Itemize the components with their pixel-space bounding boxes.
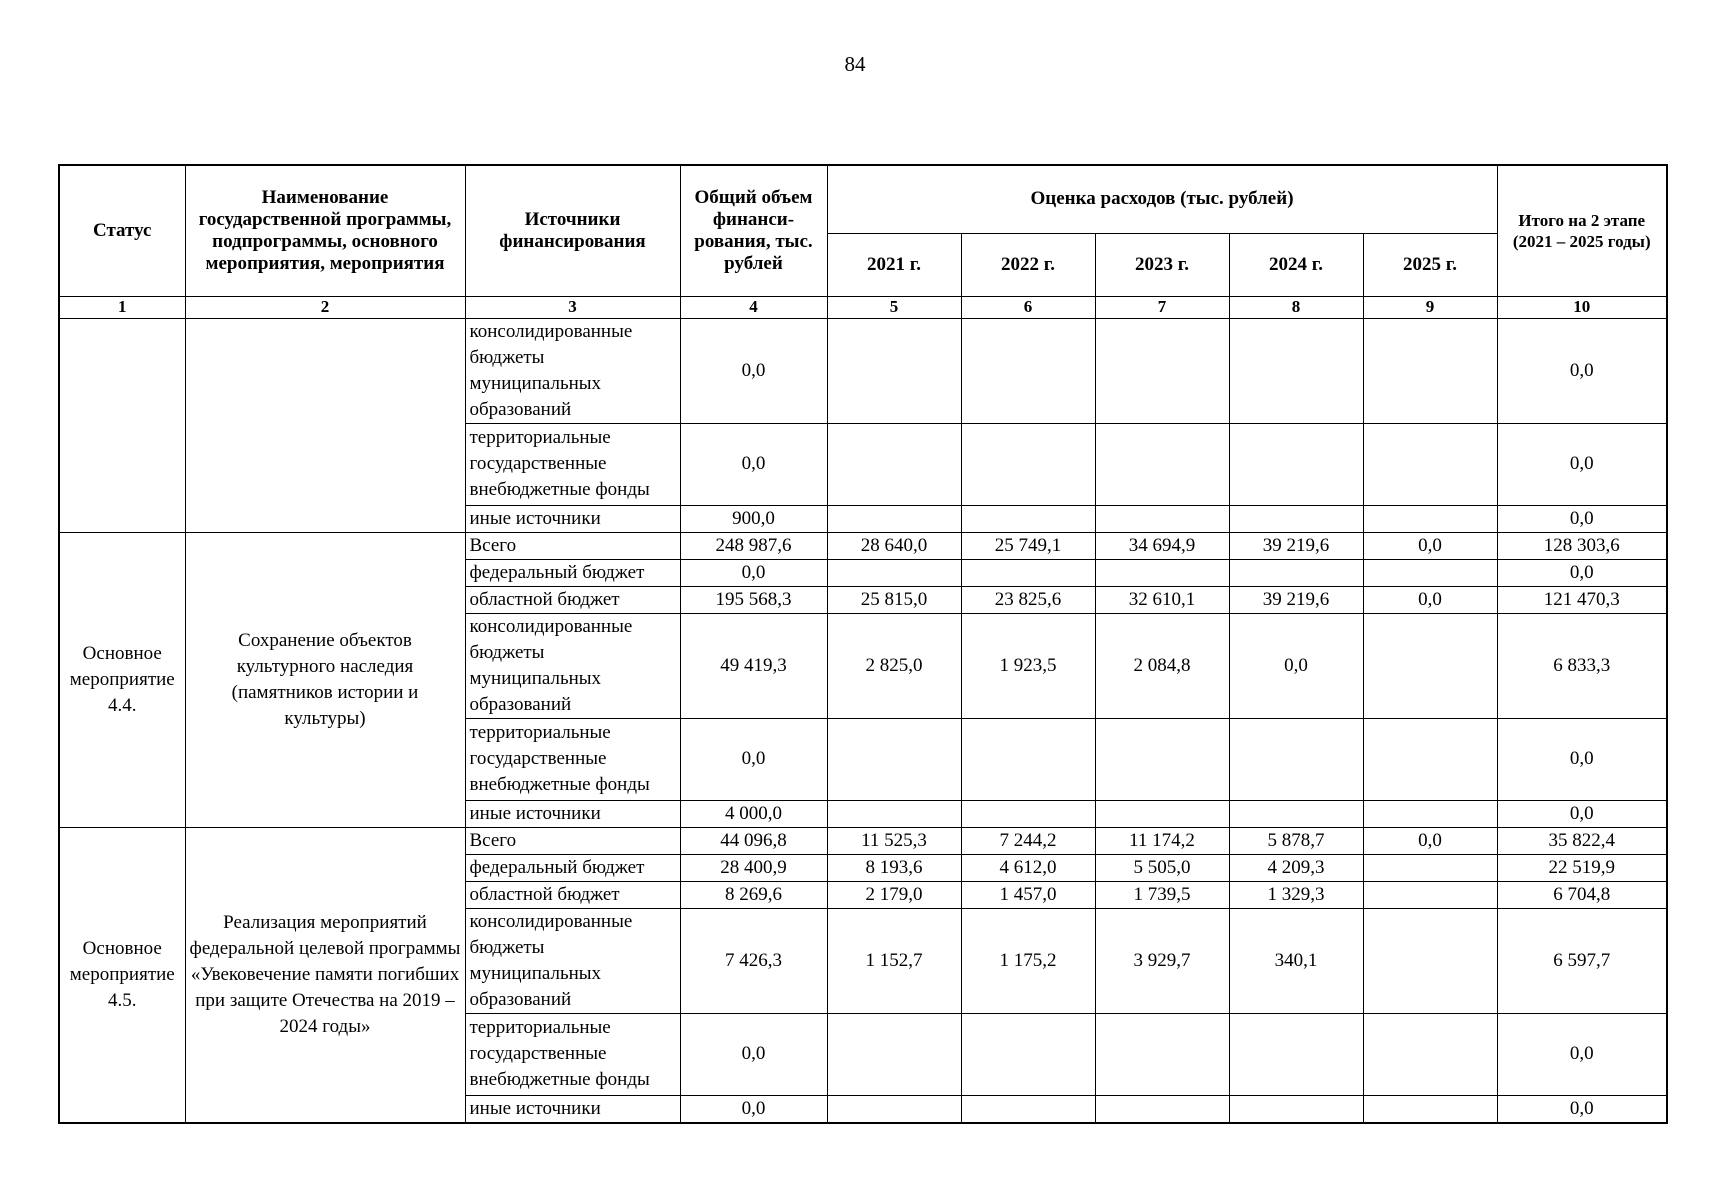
amount-cell — [827, 1013, 961, 1095]
amount-cell: 11 525,3 — [827, 827, 961, 854]
header-name: Наименование государственной программы, подпрограммы, основного мероприятия, мероприятия — [185, 165, 465, 296]
amount-cell — [1095, 318, 1229, 423]
amount-cell — [961, 505, 1095, 532]
amount-cell — [961, 718, 1095, 800]
amount-cell — [827, 423, 961, 505]
amount-cell: 121 470,3 — [1497, 586, 1667, 613]
amount-cell: 1 923,5 — [961, 613, 1095, 718]
amount-cell — [1229, 1013, 1363, 1095]
amount-cell: 128 303,6 — [1497, 532, 1667, 559]
amount-cell: 4 000,0 — [680, 800, 827, 827]
funding-source-cell: территориальные государственные внебюджетные фонды — [465, 423, 680, 505]
header-sources: Источники финансирования — [465, 165, 680, 296]
amount-cell: 7 244,2 — [961, 827, 1095, 854]
amount-cell: 3 929,7 — [1095, 908, 1229, 1013]
amount-cell — [827, 800, 961, 827]
event-name-cell: Сохранение объектов культурного наследия (памятников истории и культуры) — [185, 532, 465, 827]
status-cell: Основное мероприятие 4.5. — [59, 827, 185, 1123]
funding-source-cell: Всего — [465, 532, 680, 559]
amount-cell: 6 597,7 — [1497, 908, 1667, 1013]
funding-source-cell: федеральный бюджет — [465, 854, 680, 881]
amount-cell: 8 193,6 — [827, 854, 961, 881]
amount-cell — [961, 1095, 1095, 1123]
amount-cell — [1095, 718, 1229, 800]
amount-cell: 340,1 — [1229, 908, 1363, 1013]
amount-cell — [1229, 800, 1363, 827]
column-number: 7 — [1095, 296, 1229, 318]
amount-cell: 1 457,0 — [961, 881, 1095, 908]
amount-cell: 0,0 — [1497, 800, 1667, 827]
status-cell: Основное мероприятие 4.4. — [59, 532, 185, 827]
financing-table — [58, 164, 1668, 1124]
table-row — [59, 827, 1667, 854]
event-name-cell: Реализация мероприятий федеральной целевой программы «Увековечение памяти погибших при защите Отечества на 2019 – 2024 годы» — [185, 827, 465, 1123]
amount-cell: 1 152,7 — [827, 908, 961, 1013]
amount-cell: 4 209,3 — [1229, 854, 1363, 881]
table-row — [59, 532, 1667, 559]
header-year: 2025 г. — [1363, 233, 1497, 296]
amount-cell — [827, 718, 961, 800]
column-number: 5 — [827, 296, 961, 318]
amount-cell: 0,0 — [1497, 718, 1667, 800]
amount-cell — [1095, 1013, 1229, 1095]
amount-cell: 0,0 — [680, 559, 827, 586]
page-number: 84 — [844, 52, 866, 76]
funding-source-cell: консолидированные бюджеты муниципальных образований — [465, 613, 680, 718]
amount-cell: 32 610,1 — [1095, 586, 1229, 613]
amount-cell: 900,0 — [680, 505, 827, 532]
amount-cell — [827, 505, 961, 532]
event-name-cell — [185, 318, 465, 532]
funding-source-cell: Всего — [465, 827, 680, 854]
amount-cell: 44 096,8 — [680, 827, 827, 854]
amount-cell: 195 568,3 — [680, 586, 827, 613]
header-year: 2021 г. — [827, 233, 961, 296]
amount-cell: 0,0 — [1497, 1013, 1667, 1095]
column-number: 2 — [185, 296, 465, 318]
amount-cell — [1363, 800, 1497, 827]
column-number: 4 — [680, 296, 827, 318]
amount-cell: 49 419,3 — [680, 613, 827, 718]
amount-cell: 25 749,1 — [961, 532, 1095, 559]
amount-cell — [1229, 423, 1363, 505]
funding-source-cell: территориальные государственные внебюджетные фонды — [465, 1013, 680, 1095]
amount-cell — [961, 559, 1095, 586]
funding-source-cell: консолидированные бюджеты муниципальных образований — [465, 908, 680, 1013]
amount-cell — [1363, 908, 1497, 1013]
amount-cell — [961, 423, 1095, 505]
amount-cell: 28 640,0 — [827, 532, 961, 559]
amount-cell: 23 825,6 — [961, 586, 1095, 613]
amount-cell — [1363, 613, 1497, 718]
amount-cell — [1095, 559, 1229, 586]
amount-cell: 11 174,2 — [1095, 827, 1229, 854]
column-number: 10 — [1497, 296, 1667, 318]
amount-cell — [827, 318, 961, 423]
amount-cell: 34 694,9 — [1095, 532, 1229, 559]
amount-cell: 0,0 — [1497, 423, 1667, 505]
amount-cell — [1363, 1013, 1497, 1095]
amount-cell: 6 704,8 — [1497, 881, 1667, 908]
amount-cell: 25 815,0 — [827, 586, 961, 613]
amount-cell — [961, 318, 1095, 423]
funding-source-cell: иные источники — [465, 1095, 680, 1123]
funding-source-cell: территориальные государственные внебюджетные фонды — [465, 718, 680, 800]
amount-cell — [1363, 505, 1497, 532]
header-year: 2024 г. — [1229, 233, 1363, 296]
amount-cell — [1229, 505, 1363, 532]
amount-cell — [827, 1095, 961, 1123]
amount-cell: 0,0 — [680, 423, 827, 505]
funding-source-cell: иные источники — [465, 505, 680, 532]
amount-cell — [1229, 718, 1363, 800]
funding-source-cell: областной бюджет — [465, 586, 680, 613]
amount-cell — [1363, 1095, 1497, 1123]
column-number: 6 — [961, 296, 1095, 318]
amount-cell: 28 400,9 — [680, 854, 827, 881]
amount-cell: 0,0 — [1229, 613, 1363, 718]
amount-cell: 0,0 — [680, 1013, 827, 1095]
amount-cell: 0,0 — [1363, 532, 1497, 559]
amount-cell: 2 084,8 — [1095, 613, 1229, 718]
header-year: 2023 г. — [1095, 233, 1229, 296]
amount-cell — [827, 559, 961, 586]
table-row — [59, 318, 1667, 423]
amount-cell: 39 219,6 — [1229, 532, 1363, 559]
amount-cell — [1095, 1095, 1229, 1123]
header-total-volume: Общий объем финанси-рования, тыс. рублей — [680, 165, 827, 296]
column-number: 8 — [1229, 296, 1363, 318]
amount-cell — [1229, 318, 1363, 423]
amount-cell: 0,0 — [1363, 827, 1497, 854]
amount-cell: 2 825,0 — [827, 613, 961, 718]
amount-cell: 5 505,0 — [1095, 854, 1229, 881]
amount-cell: 0,0 — [1497, 505, 1667, 532]
amount-cell — [1363, 318, 1497, 423]
amount-cell: 248 987,6 — [680, 532, 827, 559]
amount-cell — [1229, 1095, 1363, 1123]
header-status: Статус — [59, 165, 185, 296]
amount-cell: 39 219,6 — [1229, 586, 1363, 613]
header-year: 2022 г. — [961, 233, 1095, 296]
amount-cell: 0,0 — [1363, 586, 1497, 613]
amount-cell — [1095, 800, 1229, 827]
amount-cell: 22 519,9 — [1497, 854, 1667, 881]
funding-source-cell: консолидированные бюджеты муниципальных образований — [465, 318, 680, 423]
column-number: 9 — [1363, 296, 1497, 318]
amount-cell — [961, 1013, 1095, 1095]
amount-cell — [1363, 881, 1497, 908]
amount-cell: 2 179,0 — [827, 881, 961, 908]
status-cell — [59, 318, 185, 532]
column-number: 1 — [59, 296, 185, 318]
amount-cell: 0,0 — [680, 318, 827, 423]
amount-cell — [1095, 423, 1229, 505]
amount-cell: 8 269,6 — [680, 881, 827, 908]
amount-cell: 1 739,5 — [1095, 881, 1229, 908]
amount-cell — [1363, 854, 1497, 881]
funding-source-cell: федеральный бюджет — [465, 559, 680, 586]
funding-source-cell: иные источники — [465, 800, 680, 827]
funding-source-cell: областной бюджет — [465, 881, 680, 908]
column-number: 3 — [465, 296, 680, 318]
column-number-row — [59, 296, 1667, 318]
amount-cell: 0,0 — [680, 718, 827, 800]
amount-cell — [1363, 559, 1497, 586]
amount-cell — [1095, 505, 1229, 532]
amount-cell: 0,0 — [680, 1095, 827, 1123]
header-stage-total: Итого на 2 этапе (2021 – 2025 годы) — [1497, 165, 1667, 296]
amount-cell: 0,0 — [1497, 559, 1667, 586]
amount-cell: 4 612,0 — [961, 854, 1095, 881]
amount-cell: 35 822,4 — [1497, 827, 1667, 854]
amount-cell — [1229, 559, 1363, 586]
amount-cell: 7 426,3 — [680, 908, 827, 1013]
header-estimate: Оценка расходов (тыс. рублей) — [827, 165, 1497, 233]
amount-cell: 1 329,3 — [1229, 881, 1363, 908]
amount-cell: 5 878,7 — [1229, 827, 1363, 854]
amount-cell — [1363, 423, 1497, 505]
amount-cell: 6 833,3 — [1497, 613, 1667, 718]
amount-cell: 0,0 — [1497, 1095, 1667, 1123]
amount-cell — [961, 800, 1095, 827]
amount-cell — [1363, 718, 1497, 800]
amount-cell: 0,0 — [1497, 318, 1667, 423]
amount-cell: 1 175,2 — [961, 908, 1095, 1013]
